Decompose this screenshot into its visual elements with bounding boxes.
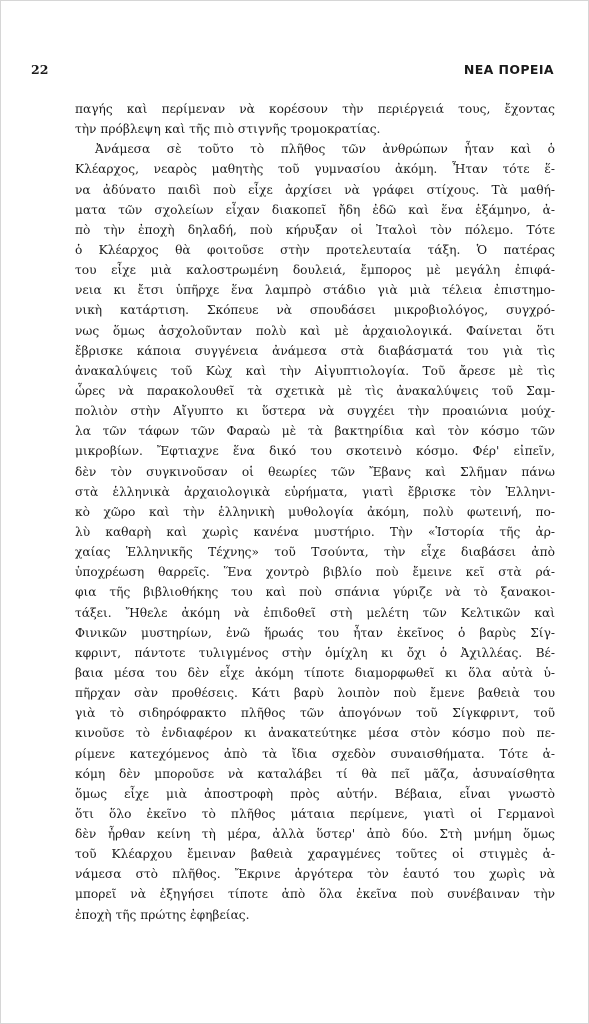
page-number: 22 <box>31 62 49 77</box>
text-line: λὺ καθαρὴ καὶ χωρὶς κανένα μυστήριο. Τὴν «Ἱστορία τῆς ἀρ- <box>75 524 555 539</box>
text-line: του εἶχε μιὰ καλοστρωμένη δουλειά, ἔμπορος μὲ μεγάλη ἐπιφά- <box>75 263 555 278</box>
text-line: πῆρχαν σὰν προθέσεις. Κάτι βαρὺ λοιπὸν ποὺ ἔμενε βαθειὰ του <box>75 686 555 701</box>
text-line: φια τῆς βιβλιοθήκης του καὶ ποὺ σπάνια γύριζε νὰ τὸ ξανακοι- <box>75 585 555 600</box>
running-title: ΝΕΑ ΠΟΡΕΙΑ <box>463 62 554 77</box>
text-line: Φινικῶν μυστηρίων, ἐνῶ ἥρωάς του ἦταν ἐκεῖνος ὁ βαρὺς Σίγ- <box>75 625 555 640</box>
body-text <box>75 99 555 925</box>
text-line: κφριντ, πάντοτε τυλιγμένος στὴν ὁμίχλη κι ὄχι ὁ Ἀχιλλέας. Βέ- <box>75 645 555 660</box>
text-line: βαια μέσα του δὲν εἶχε ἀκόμη τίποτε διαμορφωθεῖ κι ὅλα αὐτὰ ὑ- <box>75 665 555 680</box>
text-line: ἐποχὴ τῆς πρώτης ἐφηβείας. <box>75 907 250 922</box>
text-line: τὴν πρόβλεψη καὶ τῆς πιὸ στιγνῆς τρομοκρατίας. <box>75 122 381 137</box>
text-line: μικροβίων. Ἔφτιαχνε ἕνα δικό του σκοτεινὸ κόσμο. Φέρ' εἰπεῖν, <box>75 444 555 459</box>
text-line: μπορεῖ νὰ ἐξηγήσει τίποτε ἀπὸ ὅλα ἐκεῖνα ποὺ συνέβαιναν τὴν <box>75 887 555 902</box>
text-line: δὲν τὸν συγκινοῦσαν οἱ θεωρίες τῶν Ἔβανς καὶ Σλῆμαν πάνω <box>75 464 555 479</box>
text-line: ὑποχρέωση θαρρεῖς. Ἕνα χοντρὸ βιβλίο ποὺ ἔμεινε κεῖ στὰ ρά- <box>75 565 555 580</box>
text-line: γιὰ τὸ σιδηρόφρακτο πλῆθος τῶν ἀπογόνων τοῦ Σίγκφριντ, τοῦ <box>75 706 555 721</box>
text-line: κόμη δὲν μποροῦσε νὰ καταλάβει τί θὰ πεῖ μᾶζα, ἀσυναίσθητα <box>75 766 555 781</box>
text-line: νως ὅμως ἀσχολοῦνταν πολὺ καὶ μὲ ἀρχαιολογικά. Φαίνεται ὅτι <box>75 323 555 338</box>
text-line: ἀνακαλύψεις τοῦ Κὼχ καὶ τὴν Αἰγυπτιολογία. Τοῦ ἄρεσε μὲ τὶς <box>75 363 555 378</box>
text-line: ὅτι ὅλο ἐκεῖνο τὸ πλῆθος μάταια περίμενε, γιατὶ οἱ Γερμανοὶ <box>75 806 555 821</box>
text-line: ὧρες νὰ παρακολουθεῖ τὰ σχετικὰ μὲ τὶς ἀνακαλύψεις τοῦ Σαμ- <box>75 383 555 398</box>
text-line: τοῦ Κλέαρχου ἔμειναν βαθειὰ χαραγμένες τοῦτες οἱ στιγμὲς ἀ- <box>75 847 555 862</box>
text-line: πολιὸν στὴν Αἴγυπτο κι ὕστερα νὰ συγχέει τὴν προαιώνια μούχ- <box>75 404 555 419</box>
text-line: νικὴ κατάρτιση. Σκόπευε νὰ σπουδάσει μικροβιολόγος, συγχρό- <box>75 303 555 318</box>
text-line: χαίας Ἑλληνικῆς Τέχνης» τοῦ Τσούντα, τὴν εἶχε διαβάσει ἀπὸ <box>75 545 555 560</box>
text-line: ἔβρισκε κάποια συγγένεια ἀνάμεσα στὰ διαβάσματά του γιὰ τὶς <box>75 343 555 358</box>
text-line: στὰ ἑλληνικὰ ἀρχαιολογικὰ εὑρήματα, γιατὶ ἔβρισκε τὸν Ἑλληνι- <box>75 484 555 499</box>
text-line: κὸ χῶρο καὶ τὴν ἑλληνικὴ μυθολογία ἀκόμη, πολὺ φωτεινή, πο- <box>75 504 555 519</box>
text-line: νεια κι ἔτσι ὑπῆρχε ἕνα λαμπρὸ στάδιο γιὰ μιὰ τέλεια ἐπιστημο- <box>75 283 555 298</box>
page-header <box>31 62 554 82</box>
text-line: παγής καὶ περίμεναν νὰ κορέσουν τὴν περιέργειά τους, ἔχοντας <box>75 102 555 116</box>
text-line: να ἀδύνατο παιδὶ ποὺ εἶχε ἀρχίσει νὰ γράφει στίχους. Τὰ μαθή- <box>75 182 555 197</box>
text-line: δὲν ἦρθαν κείνη τὴ μέρα, ἀλλὰ ὕστερ' ἀπὸ δύο. Στὴ μνήμη ὅμως <box>75 827 555 842</box>
text-line: Κλέαρχος, νεαρὸς μαθητὴς τοῦ γυμνασίου ἀκόμη. Ἦταν τότε ἕ- <box>75 162 555 177</box>
text-line: λα τῶν τάφων τῶν Φαραὼ μὲ τὰ βακτηρίδια καὶ τὸν κόσμο τῶν <box>75 424 555 439</box>
text-line: ὅμως εἶχε μιὰ ἀποστροφὴ πρὸς αὐτήν. Βέβαια, εἶναι γνωστὸ <box>75 786 555 801</box>
text-line: ρίμενε κατεχόμενος ἀπὸ τὰ ἴδια σχεδὸν συναισθήματα. Τότε ἀ- <box>75 746 555 761</box>
text-line: ὁ Κλέαρχος θὰ φοιτοῦσε στὴν προτελευταία τάξη. Ὁ πατέρας <box>75 242 555 257</box>
text-line: Ἀνάμεσα σὲ τοῦτο τὸ πλῆθος τῶν ἀνθρώπων ἦταν καὶ ὁ <box>95 142 555 157</box>
text-line: νάμεσα στὸ πλῆθος. Ἔκρινε ἀργότερα τὸν ἑαυτό του χωρὶς νὰ <box>75 867 555 882</box>
text-line: πὸ τὴν ἐποχὴ δηλαδή, ποὺ κήρυξαν οἱ Ἰταλοὶ τὸν πόλεμο. Τότε <box>75 222 555 237</box>
text-line: τάξει. Ἤθελε ἀκόμη νὰ ἐπιδοθεῖ στὴ μελέτη τῶν Κελτικῶν καὶ <box>75 605 555 620</box>
text-line: κινοῦσε τὸ ἐνδιαφέρον κι ἀνακατεύτηκε μέσα στὸν κόσμο ποὺ πε- <box>75 726 555 741</box>
text-line: ματα τῶν σχολείων εἶχαν διακοπεῖ ἤδη ἐδῶ καὶ ἕνα ἑξάμηνο, ἀ- <box>75 202 555 217</box>
